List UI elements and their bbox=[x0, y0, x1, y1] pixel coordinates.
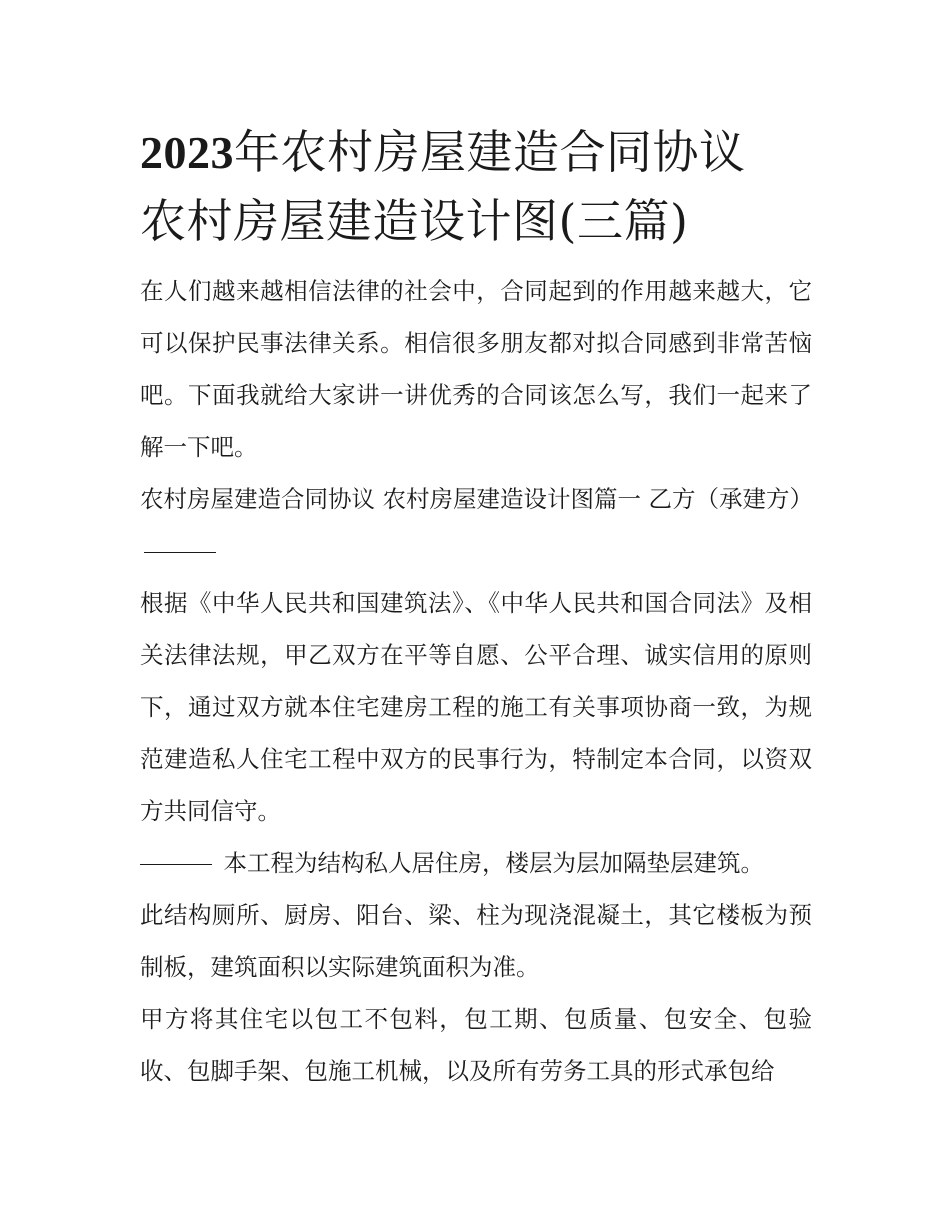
project-paragraph bbox=[140, 837, 812, 889]
fill-in-blank bbox=[144, 551, 216, 553]
fill-in-blank bbox=[140, 863, 212, 865]
basis-paragraph: 根据《中华人民共和国建筑法》、《中华人民共和国合同法》及相关法律法规，甲乙双方在平等自愿、公平合理、诚实信用的原则下，通过双方就本住宅建房工程的施工有关事项协商一致，为规范建造私人住宅工程中双方的民事行为，特制定本合同，以资双方共同信守。 bbox=[140, 589, 812, 825]
structure-paragraph: 此结构厕所、厨房、阳台、梁、柱为现浇混凝土，其它楼板为预制板，建筑面积以实际建筑面积为准。 bbox=[140, 901, 812, 981]
intro-paragraph: 在人们越来越相信法律的社会中，合同起到的作用越来越大，它可以保护民事法律关系。相信很多朋友都对拟合同感到非常苦恼吧。下面我就给大家讲一讲优秀的合同该怎么写，我们一起来了解一下吧。 bbox=[140, 277, 812, 461]
section-heading-text: 农村房屋建造合同协议 农村房屋建造设计图篇一 乙方（承建方） bbox=[140, 485, 813, 513]
contract-scope-paragraph: 甲方将其住宅以包工不包料，包工期、包质量、包安全、包验收、包脚手架、包施工机械，以及所有劳务工具的形式承包给 bbox=[140, 1005, 812, 1085]
project-text: 本工程为结构私人居住房，楼层为层加隔垫层建筑。 bbox=[223, 849, 764, 877]
title-line2: 农村房屋建造设计图(三篇) bbox=[140, 194, 689, 248]
document-page bbox=[140, 118, 812, 1097]
title-year: 2023 bbox=[140, 127, 234, 178]
section-heading-paragraph bbox=[140, 473, 812, 577]
document-title bbox=[140, 118, 812, 255]
title-line1: 年农村房屋建造合同协议 bbox=[234, 125, 746, 179]
